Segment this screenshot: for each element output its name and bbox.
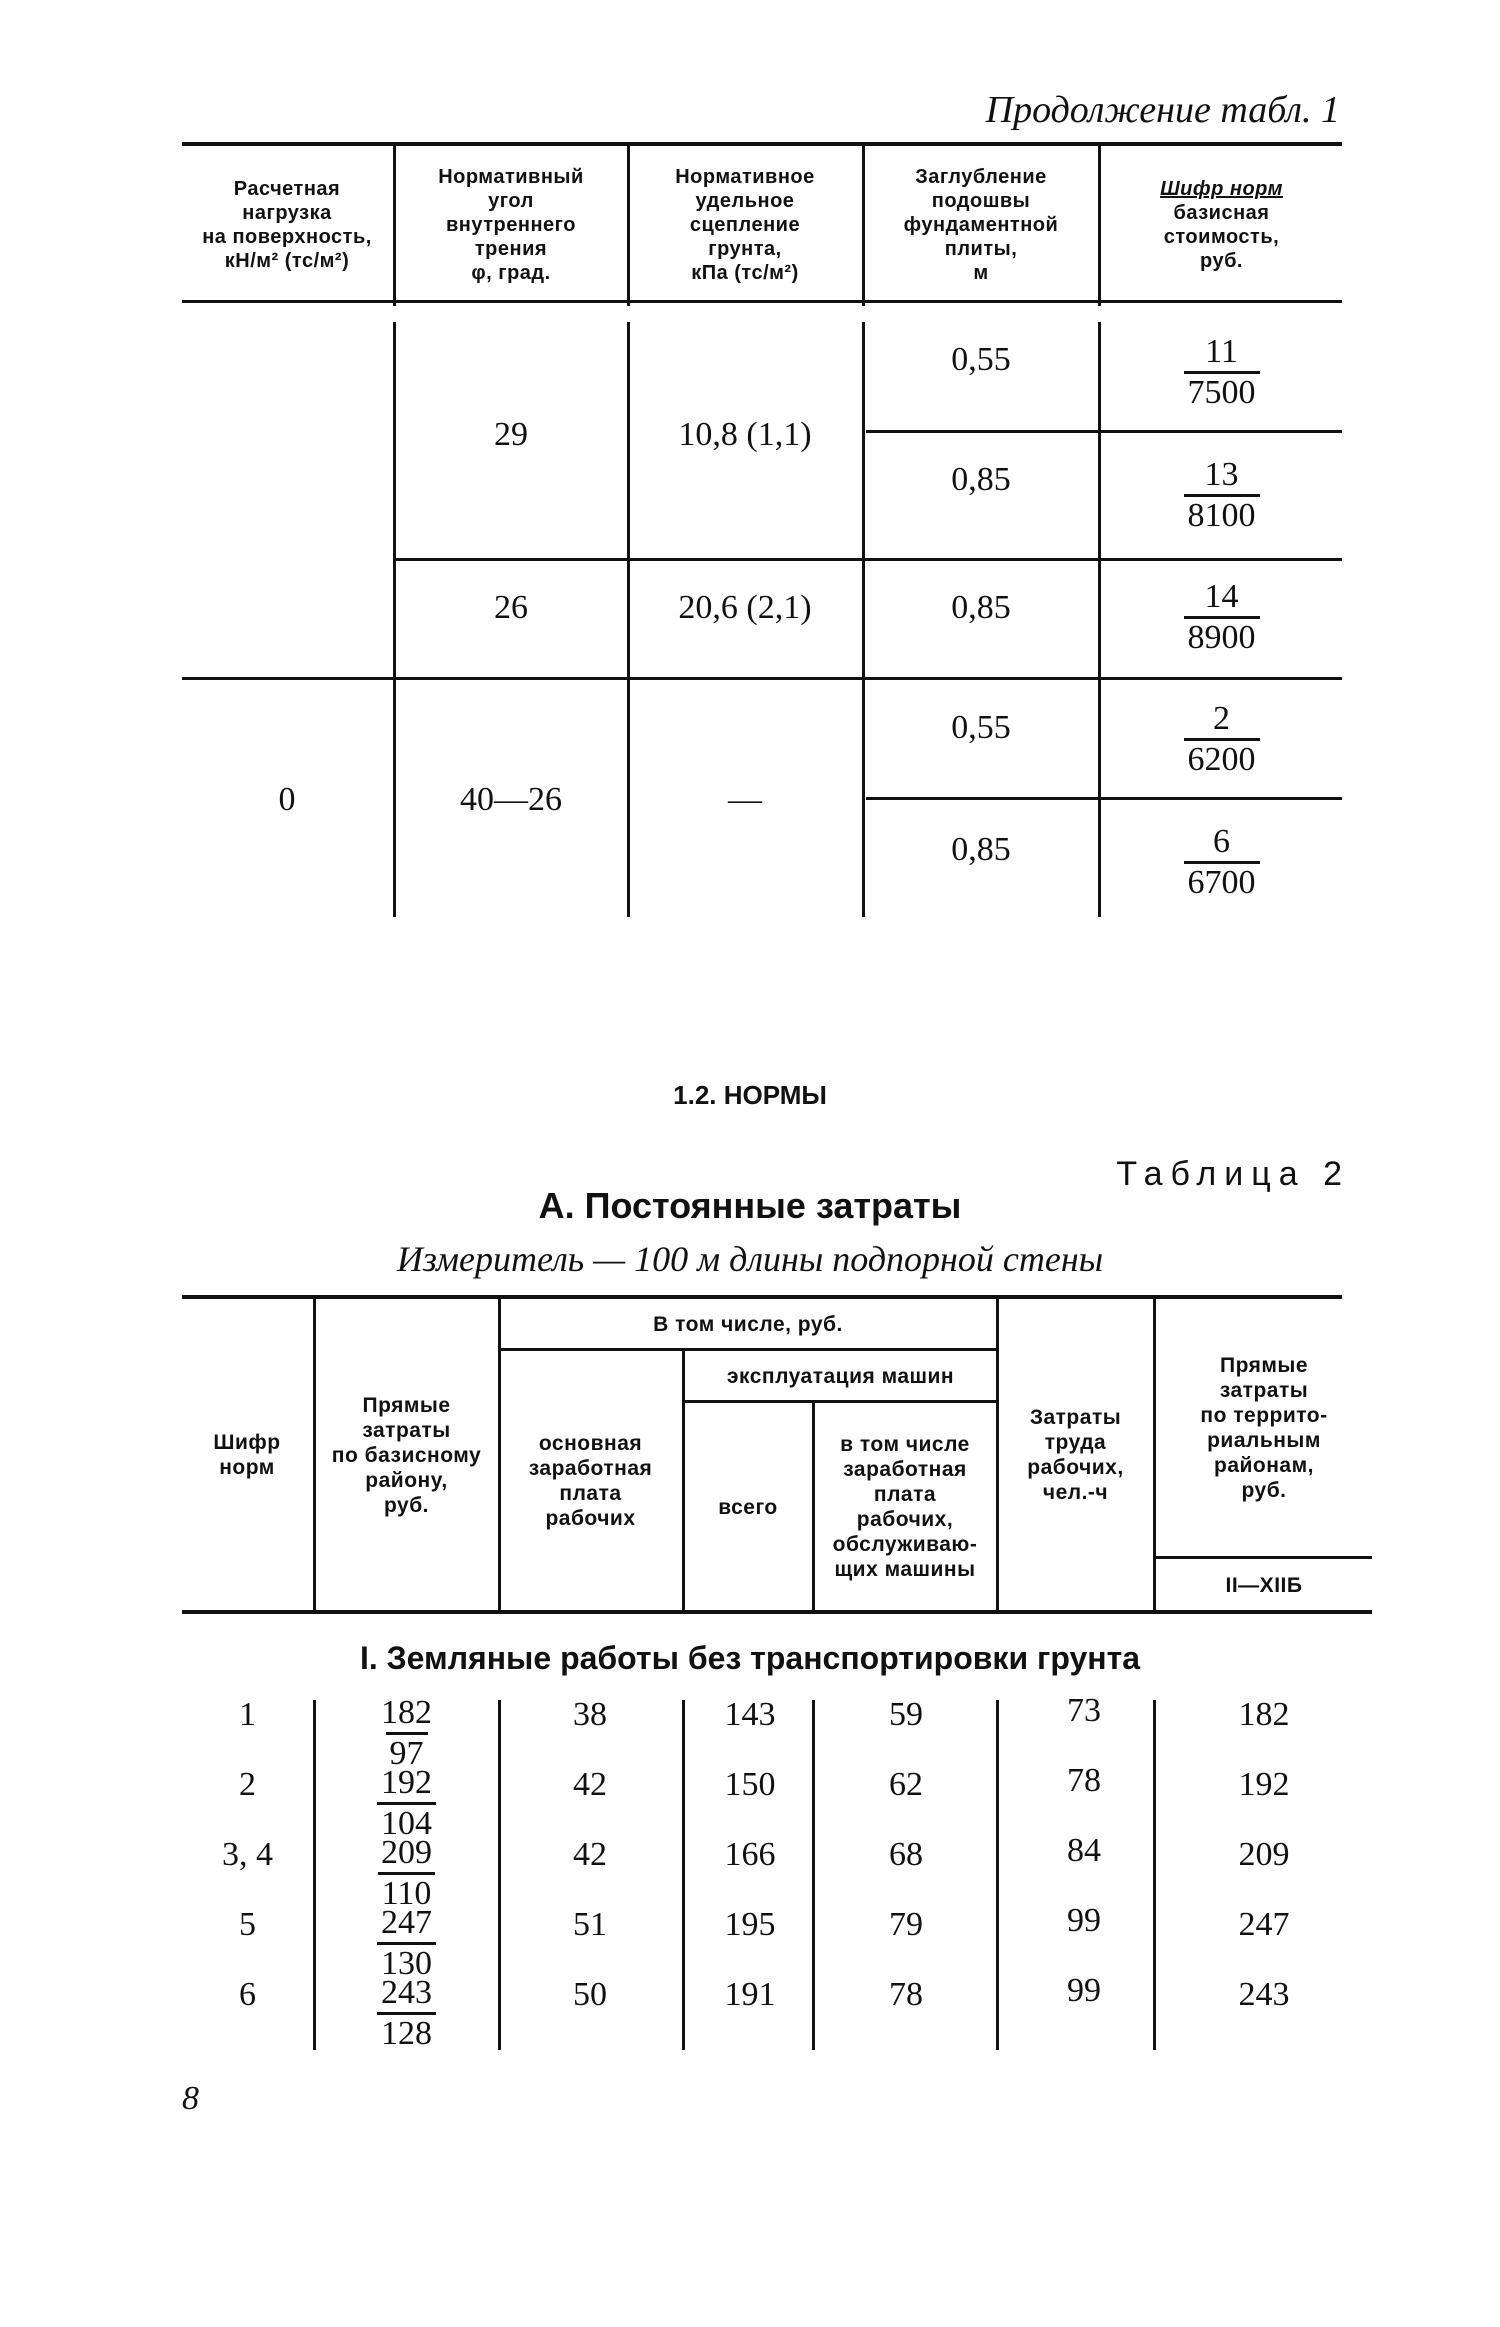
table1-cohesion-206: 20,6 (2,1): [678, 589, 812, 626]
table2-header-code: Шифр норм: [213, 1431, 281, 1479]
table2-header-direct: Прямые затраты по базисному району, руб.: [331, 1393, 482, 1517]
row-territorial: 243: [1238, 1976, 1290, 2013]
table1-header-code: Шифр норм базисная стоимость, руб.: [1160, 178, 1283, 272]
table1-cohesion-dash: —: [728, 781, 762, 818]
row-territorial: 247: [1238, 1906, 1290, 1943]
table1-rule: [395, 558, 1342, 561]
table1-header-cohesion: Нормативное удельное сцепление грунта, кПа (тс/м²): [675, 166, 815, 284]
row-machine-total: 150: [724, 1766, 776, 1803]
row-territorial: 192: [1238, 1766, 1290, 1803]
row-territorial: 182: [1238, 1696, 1290, 1733]
table1-code-fraction: $\frac{2}{6200}$: [1101, 702, 1342, 777]
table1-code-fraction: $\frac{13}{8100}$: [1101, 458, 1342, 533]
row-labor: 73: [1067, 1692, 1101, 1729]
table2-body-vline: [498, 1700, 501, 2050]
row-direct-fraction: $\frac{247}{130}$: [316, 1906, 497, 1981]
row-code: 5: [239, 1906, 256, 1943]
row-direct-fraction: $\frac{192}{104}$: [316, 1766, 497, 1841]
row-machine-total: 143: [724, 1696, 776, 1733]
page-number: 8: [182, 2080, 199, 2117]
table1-depth-1: 0,55: [951, 341, 1011, 378]
section-title: 1.2. НОРМЫ: [673, 1080, 827, 1110]
subtitle: А. Постоянные затраты: [538, 1185, 962, 1226]
row-direct-fraction: $\frac{209}{110}$: [316, 1836, 497, 1911]
table-label: Таблица 2: [1116, 1155, 1350, 1193]
row-wage: 42: [573, 1766, 607, 1803]
table1-top-rule: [182, 142, 1342, 146]
table1-angle-40-26: 40—26: [460, 781, 562, 818]
table2-group-title: I. Земляные работы без транспортировки грунта: [359, 1640, 1141, 1676]
table1-depth-3: 0,85: [951, 589, 1011, 626]
table2-header-territorial: Прямые затраты по террито- риальным районам, руб.: [1200, 1354, 1328, 1502]
table2-body-vline: [996, 1700, 999, 2050]
row-machine-wage: 59: [889, 1696, 923, 1733]
row-machine-total: 195: [724, 1906, 776, 1943]
row-machine-wage: 79: [889, 1906, 923, 1943]
table1-code-fraction: $\frac{6}{6700}$: [1101, 825, 1342, 900]
continuation-title: Продолжение табл. 1: [985, 89, 1340, 131]
table1-load-zero: 0: [278, 781, 296, 818]
table2-header-incl: В том числе, руб.: [653, 1312, 843, 1336]
row-labor: 99: [1067, 1902, 1101, 1939]
row-territorial: 209: [1238, 1836, 1290, 1873]
row-machine-wage: 78: [889, 1976, 923, 2013]
table1-depth-2: 0,85: [951, 461, 1011, 498]
table1-header-rule: [182, 300, 1342, 303]
row-code: 2: [239, 1766, 256, 1803]
table2-top-rule: [182, 1295, 1342, 1299]
table2-header-machine-wage: в том числе заработная плата рабочих, обслуживаю- щих машины: [832, 1433, 978, 1581]
table1-rule: [182, 677, 1342, 680]
row-wage: 38: [573, 1696, 607, 1733]
table2-header-labor: Затраты труда рабочих, чел.-ч: [1027, 1406, 1124, 1504]
table2-header-total: всего: [718, 1495, 778, 1519]
row-direct-fraction: $\frac{243}{128}$: [316, 1976, 497, 2051]
table2-hdr-rule: [684, 1400, 996, 1403]
table2-header-wage: основная заработная плата рабочих: [528, 1432, 653, 1530]
row-labor: 84: [1067, 1832, 1101, 1869]
table1-angle-29: 29: [494, 416, 528, 453]
row-machine-total: 191: [724, 1976, 776, 2013]
row-code: 6: [239, 1976, 256, 2013]
table1-angle-26: 26: [494, 589, 528, 626]
table1-depth-4: 0,55: [951, 709, 1011, 746]
table2-header-machines: эксплуатация машин: [726, 1364, 955, 1388]
row-machine-wage: 68: [889, 1836, 923, 1873]
table1-code-fraction: $\frac{11}{7500}$: [1101, 335, 1342, 410]
row-labor: 78: [1067, 1762, 1101, 1799]
table1-depth-5: 0,85: [951, 831, 1011, 868]
table2-header-rule: [182, 1610, 1372, 1614]
row-wage: 42: [573, 1836, 607, 1873]
row-machine-wage: 62: [889, 1766, 923, 1803]
table1-rule: [866, 797, 1342, 800]
table1-rule: [866, 430, 1342, 433]
measure-note: Измеритель — 100 м длины подпорной стены: [396, 1239, 1104, 1279]
table2-hdr-rule: [500, 1348, 996, 1351]
table1-code-fraction: $\frac{14}{8900}$: [1101, 580, 1342, 655]
table2-hdr-rule: [1155, 1556, 1372, 1559]
row-code: 1: [239, 1696, 256, 1733]
table1-header-load: Расчетная нагрузка на поверхность, кН/м² (тс/м²): [202, 178, 372, 272]
table2-header-regions: II—XIIБ: [1225, 1573, 1303, 1597]
table1-header-angle: Нормативный угол внутреннего трения φ, град.: [438, 166, 584, 284]
row-machine-total: 166: [724, 1836, 776, 1873]
row-labor: 99: [1067, 1972, 1101, 2009]
row-code: 3, 4: [222, 1836, 273, 1873]
table1-header-depth: Заглубление подошвы фундаментной плиты, м: [903, 166, 1059, 284]
row-wage: 51: [573, 1906, 607, 1943]
table1-cohesion-108: 10,8 (1,1): [678, 416, 812, 453]
row-direct-fraction: $\frac{182}{97}$: [381, 1694, 432, 1772]
row-wage: 50: [573, 1976, 607, 2013]
